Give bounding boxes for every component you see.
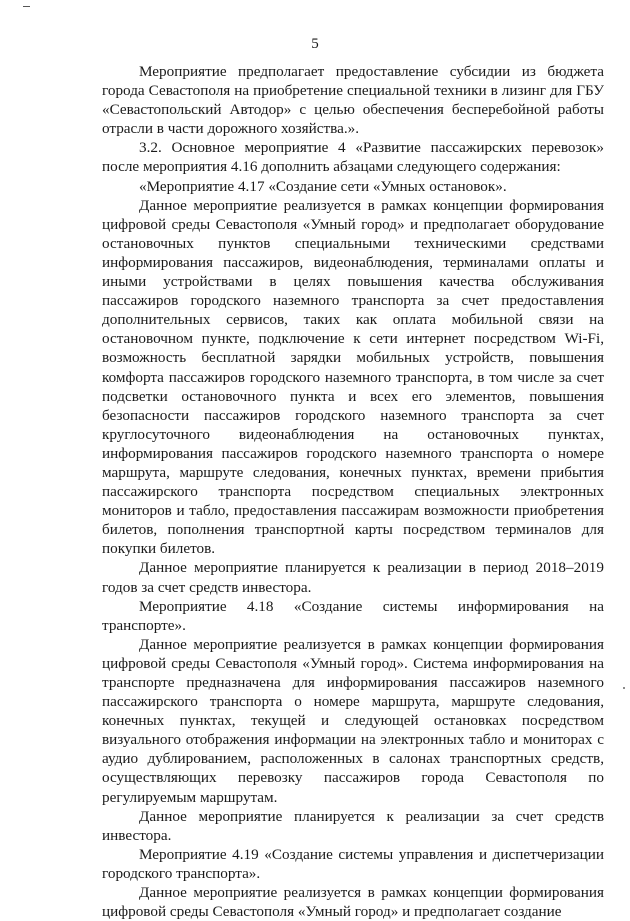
paragraph-subsidy: Мероприятие предполагает предоставление субсидии из бюджета города Севастополя на приобретение специальной техники в лизинг для ГБУ «Севастопольский Автодор» с целью обеспечения бесперебойной работы отрасли в части дорожного хозяйства.». — [102, 63, 604, 138]
paragraph-investor-funding: Данное мероприятие планируется к реализации за счет средств инвестора. — [102, 807, 604, 844]
paragraph-dispatch-system: Данное мероприятие реализуется в рамках концепции формирования цифровой среды Севастополя «Умный город» и предполагает создание — [102, 884, 604, 921]
paragraph-period-2018-2019: Данное мероприятие планируется к реализации в период 2018–2019 годов за счет средств инвестора. — [102, 559, 604, 596]
paragraph-smart-stops: Данное мероприятие реализуется в рамках концепции формирования цифровой среды Севастополя «Умный город» и предполагает оборудование остановочных пунктов специальными техническими средствами информирования пассажиров, видеонаблюдения, терминалами оплаты и иными устройствами в целях повышения качества обслуживания пассажиров городского наземного транспорта за счет предоставления дополнительных сервисов, таких как оплата мобильной связи на остановочном пункте, подключение к сети интернет посредством Wi-Fi, возможность бесплатной зарядки мобильных устройств, повышения комфорта пассажиров городского наземного транспорта, в том числе за счет подсветки остановочного пункта и всех его элементов, повышения безопасности пассажиров городского наземного транспорта за счет круглосуточного видеонаблюдения на остановочных пунктах, информирования пассажиров городского наземного транспорта о номере маршрута, маршруте следования, конечных пунктах, времени прибытия пассажирского транспорта посредством специальных электронных мониторов и табло, предоставления пассажирам возможности приобретения билетов, пополнения транспортной карты посредством терминалов для покупки билетов. — [102, 196, 604, 558]
heading-measure-4-18: Мероприятие 4.18 «Создание системы информирования на транспорте». — [102, 597, 604, 634]
document-body — [102, 62, 604, 921]
page-number: 5 — [311, 36, 319, 52]
heading-measure-4-19: Мероприятие 4.19 «Создание системы управления и диспетчеризации городского транспорта». — [102, 845, 604, 882]
scan-mark — [23, 6, 30, 7]
paragraph-amendment-3-2: 3.2. Основное мероприятие 4 «Развитие пассажирских перевозок» после мероприятия 4.16 дополнить абзацами следующего содержания: — [102, 139, 604, 176]
scan-speck — [623, 687, 625, 689]
paragraph-information-system: Данное мероприятие реализуется в рамках концепции формирования цифровой среды Севастополя «Умный город». Система информирования на транспорте предназначена для информирования пассажиров наземного пассажирского транспорта о номере маршрута, маршруте следования, конечных пунктах, текущей и следующей остановках посредством визуального отображения информации на электронных табло и мониторах с аудио дублированием, расположенных в салонах транспортных средств, осуществляющих перевозку пассажиров города Севастополя по регулируемым маршрутам. — [102, 635, 604, 806]
heading-measure-4-17: «Мероприятие 4.17 «Создание сети «Умных остановок». — [139, 177, 507, 195]
